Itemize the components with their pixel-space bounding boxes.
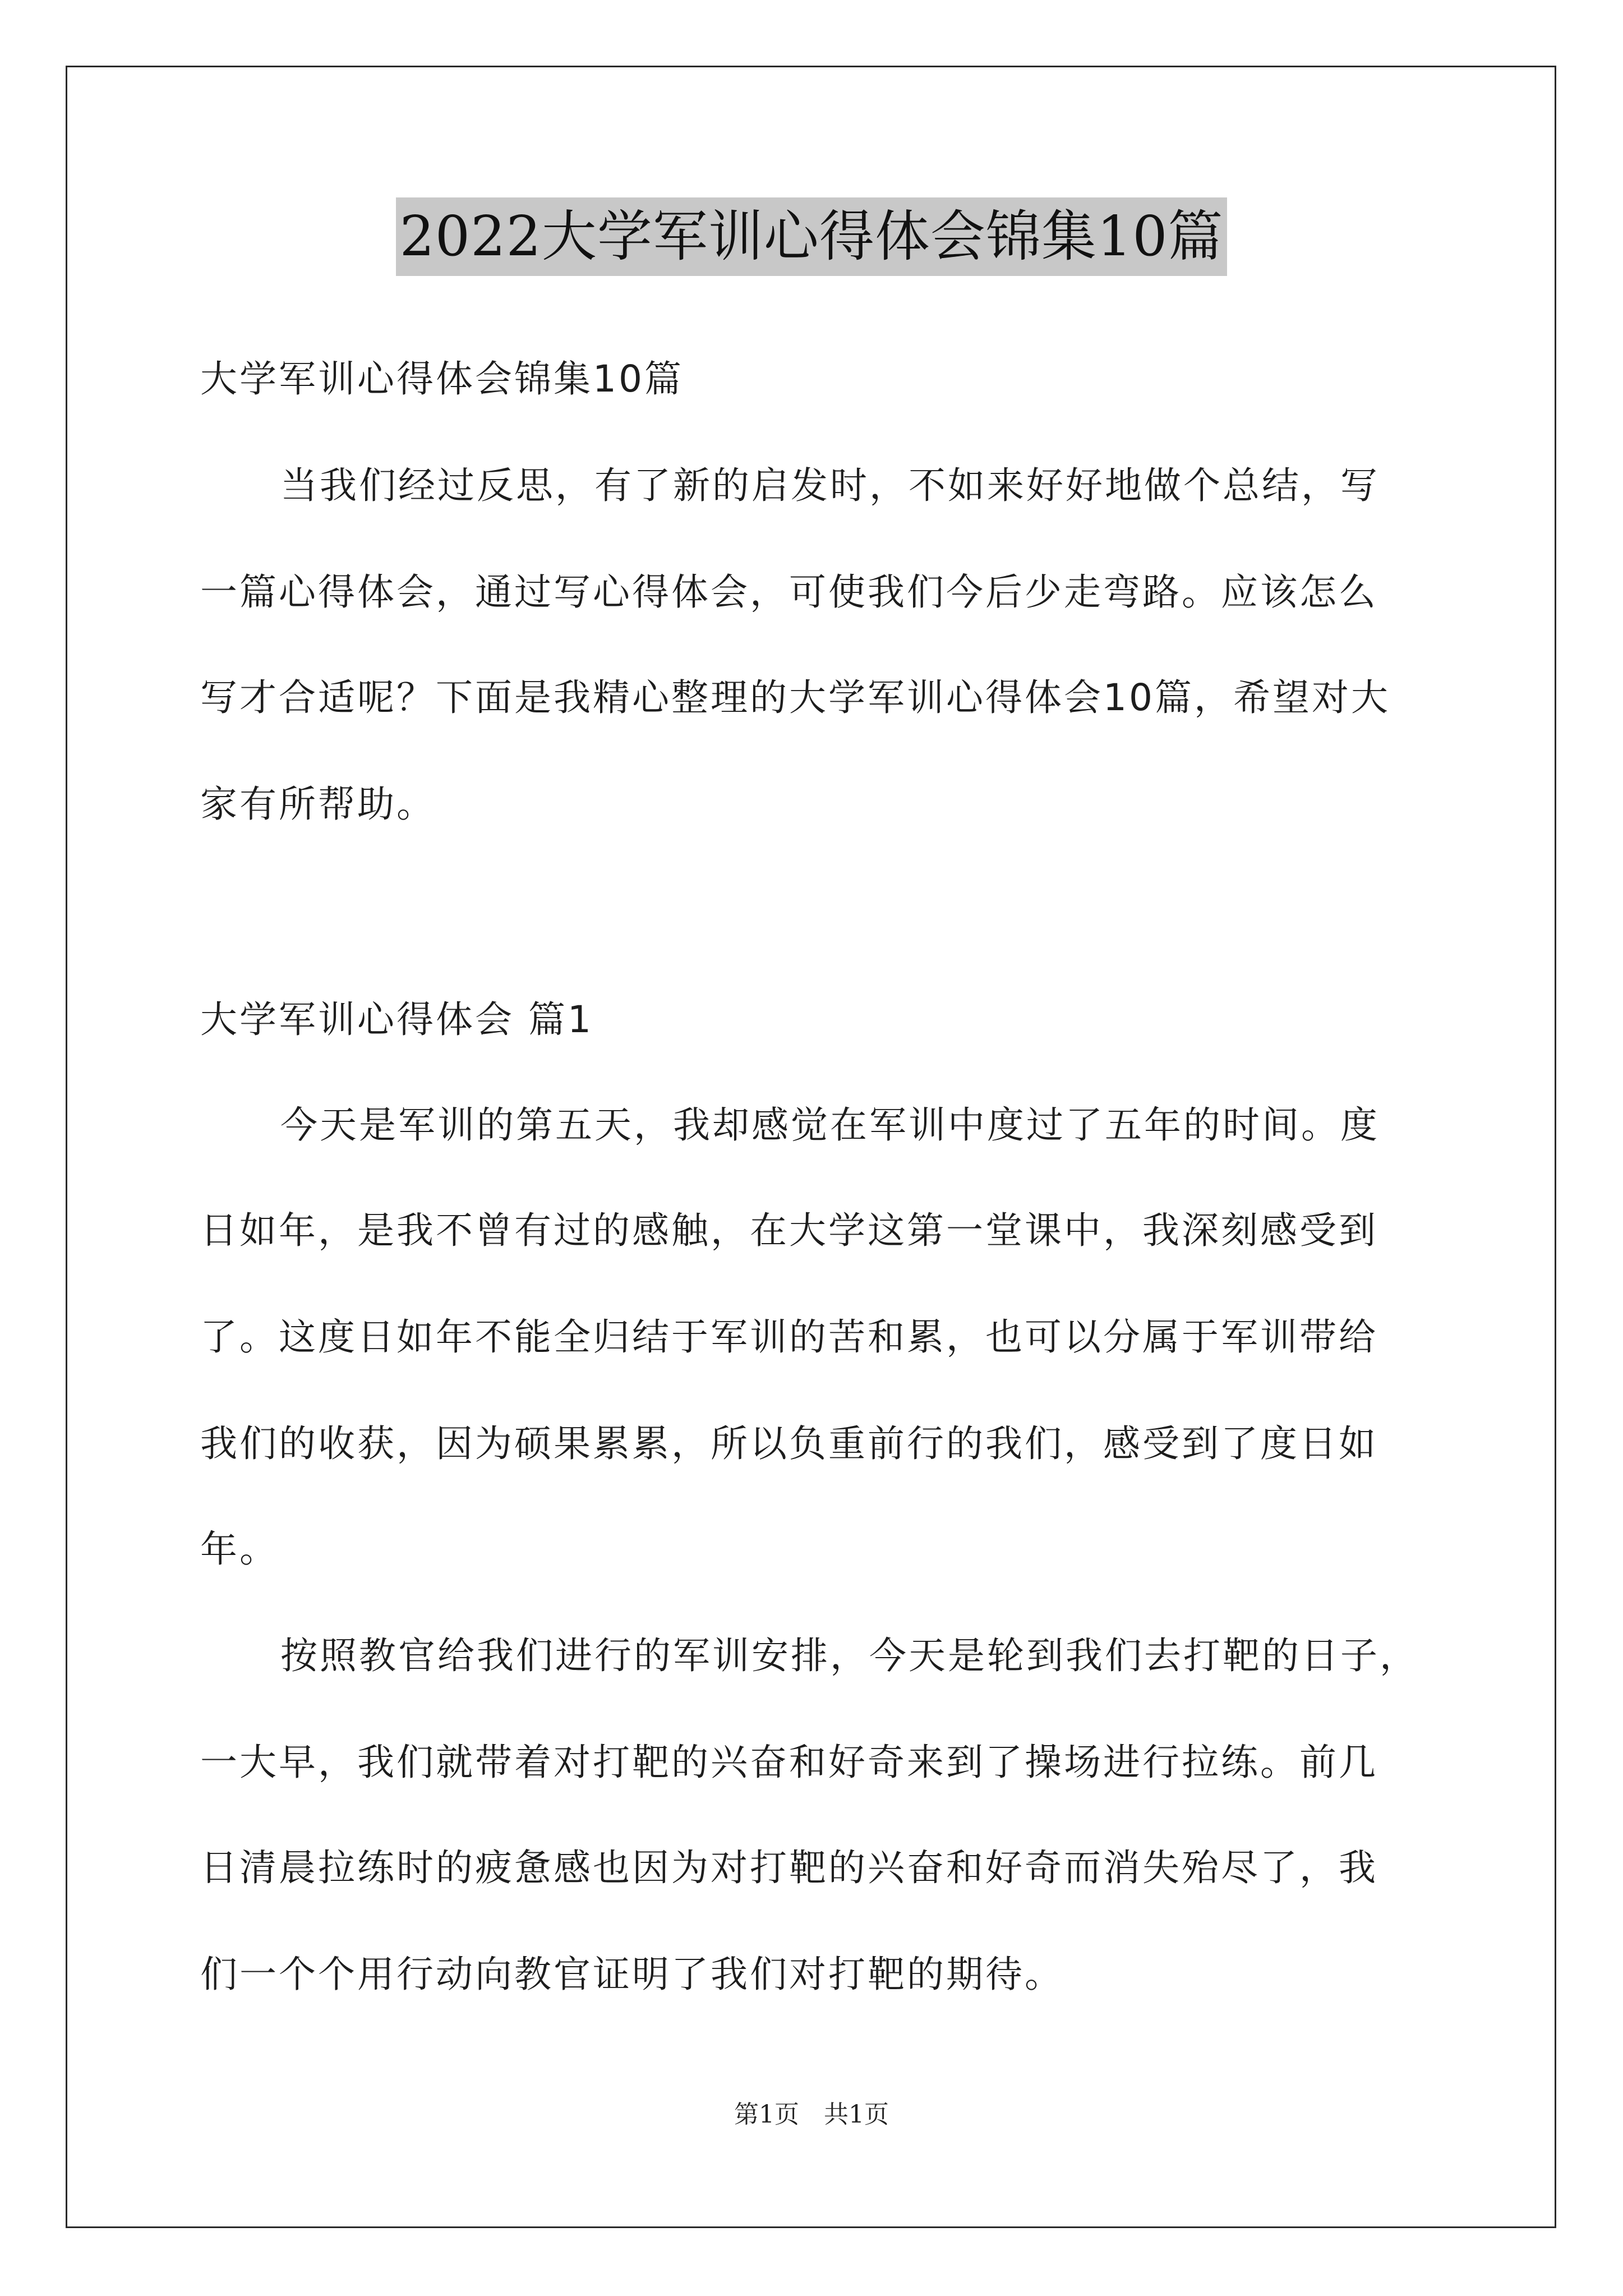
intro-line: 一篇心得体会，通过写心得体会，可使我们今后少走弯路。应该怎么: [200, 570, 1378, 614]
paragraph-line: 们一个个用行动向教官证明了我们对打靶的期待。: [200, 1953, 1064, 1996]
intro-line: 写才合适呢？下面是我精心整理的大学军训心得体会10篇，希望对大: [200, 676, 1390, 719]
paragraph-line: 日如年，是我不曾有过的感触，在大学这第一堂课中，我深刻感受到: [200, 1209, 1378, 1252]
intro-line: 当我们经过反思，有了新的启发时，不如来好好地做个总结，写: [280, 464, 1380, 507]
paragraph-line: 我们的收获，因为硕果累累，所以负重前行的我们，感受到了度日如: [200, 1422, 1378, 1465]
paragraph-line: 今天是军训的第五天，我却感觉在军训中度过了五年的时间。度: [280, 1103, 1380, 1147]
document-subtitle: 大学军训心得体会锦集10篇: [200, 357, 684, 401]
paragraph-line: 日清晨拉练时的疲惫感也因为对打靶的兴奋和好奇而消失殆尽了，我: [200, 1846, 1378, 1889]
intro-line: 家有所帮助。: [200, 783, 436, 826]
paragraph-line: 一大早，我们就带着对打靶的兴奋和好奇来到了操场进行拉练。前几: [200, 1741, 1378, 1784]
paragraph-line: 了。这度日如年不能全归结于军训的苦和累，也可以分属于军训带给: [200, 1315, 1378, 1359]
paragraph-line: 按照教官给我们进行的军训安排，今天是轮到我们去打靶的日子，: [280, 1634, 1419, 1677]
document-title: 2022大学军训心得体会锦集10篇: [396, 197, 1227, 276]
paragraph-line: 年。: [200, 1527, 279, 1571]
title-container: [0, 197, 1623, 276]
section-heading: 大学军训心得体会 篇1: [200, 998, 593, 1041]
page-footer: 第1页 共1页: [734, 2100, 889, 2129]
